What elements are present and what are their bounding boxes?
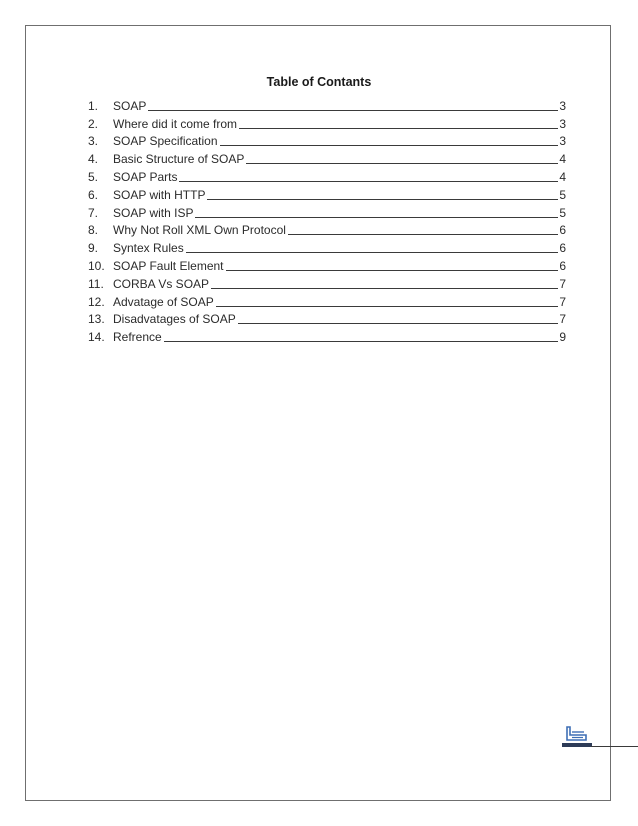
toc-leader-line	[148, 110, 558, 111]
toc-leader-line	[164, 341, 559, 342]
page-number-icon	[564, 724, 590, 744]
toc-entry-number: 7.	[88, 205, 99, 220]
toc-entry[interactable]	[88, 291, 568, 309]
footer-accent-bar	[562, 743, 592, 747]
toc-entry-number: 14.	[88, 330, 105, 345]
toc-entry-label: SOAP Specification	[113, 134, 218, 149]
toc-leader-line	[195, 217, 558, 218]
toc-leader-line	[186, 252, 559, 253]
toc-leader-line	[238, 323, 559, 324]
toc-entry-page: 3	[559, 116, 566, 131]
toc-entry[interactable]	[88, 202, 568, 220]
page-footer	[560, 720, 638, 750]
toc-entry-number: 5.	[88, 169, 99, 184]
toc-leader-line	[216, 306, 559, 307]
toc-entry-number: 10.	[88, 258, 105, 273]
toc-entry-number: 11.	[88, 276, 104, 291]
toc-entry-label: Where did it come from	[113, 116, 238, 131]
toc-entry[interactable]	[88, 326, 568, 344]
toc-entry-number: 6.	[88, 187, 99, 202]
toc-entry-page: 3	[559, 134, 566, 149]
toc-entry-page: 7	[559, 276, 566, 291]
toc-entry-label: Basic Structure of SOAP	[113, 152, 245, 167]
toc-entry-page: 3	[559, 98, 566, 113]
table-of-contents	[88, 95, 568, 344]
toc-entry-number: 3.	[88, 134, 99, 149]
toc-entry[interactable]	[88, 220, 568, 238]
toc-entry-label: Advatage of SOAP	[113, 294, 214, 309]
toc-entry[interactable]	[88, 184, 568, 202]
toc-entry-number: 2.	[88, 116, 99, 131]
toc-entry-number: 1.	[88, 98, 99, 113]
toc-entry-page: 7	[559, 294, 566, 309]
toc-leader-line	[246, 163, 558, 164]
toc-entry[interactable]	[88, 237, 568, 255]
toc-entry-page: 6	[559, 258, 566, 273]
toc-leader-line	[288, 234, 558, 235]
toc-entry[interactable]	[88, 309, 568, 327]
toc-entry-label: SOAP with HTTP	[113, 187, 206, 202]
toc-entry-label: SOAP Parts	[113, 169, 178, 184]
toc-entry[interactable]	[88, 255, 568, 273]
toc-entry[interactable]	[88, 273, 568, 291]
toc-title: Table of Contants	[266, 75, 372, 89]
toc-entry-label: Syntex Rules	[113, 241, 184, 256]
toc-entry-number: 12.	[88, 294, 105, 309]
toc-entry-label: SOAP Fault Element	[113, 258, 224, 273]
toc-entry[interactable]	[88, 131, 568, 149]
toc-entry-label: SOAP	[113, 98, 147, 113]
toc-leader-line	[239, 128, 558, 129]
toc-entry-label: Refrence	[113, 330, 162, 345]
toc-entry[interactable]	[88, 95, 568, 113]
toc-entry-label: SOAP with ISP	[113, 205, 194, 220]
toc-entry-page: 4	[559, 169, 566, 184]
toc-entry-number: 4.	[88, 152, 99, 167]
toc-entry-number: 13.	[88, 312, 105, 327]
toc-entry-page: 9	[559, 330, 566, 345]
toc-entry-number: 9.	[88, 241, 99, 256]
toc-entry-page: 4	[559, 152, 566, 167]
toc-entry-page: 6	[559, 223, 566, 238]
toc-entry-label: Disadvatages of SOAP	[113, 312, 236, 327]
toc-entry[interactable]	[88, 166, 568, 184]
toc-entry-number: 8.	[88, 223, 99, 238]
toc-entry-page: 5	[559, 205, 566, 220]
toc-entry-label: CORBA Vs SOAP	[113, 276, 210, 291]
toc-entry[interactable]	[88, 148, 568, 166]
toc-leader-line	[226, 270, 559, 271]
toc-leader-line	[211, 288, 558, 289]
toc-entry-page: 6	[559, 241, 566, 256]
toc-entry-page: 5	[559, 187, 566, 202]
toc-entry[interactable]	[88, 113, 568, 131]
footer-rule	[591, 746, 638, 747]
toc-leader-line	[207, 199, 558, 200]
toc-entry-label: Why Not Roll XML Own Protocol	[113, 223, 286, 238]
toc-leader-line	[179, 181, 558, 182]
toc-leader-line	[220, 145, 559, 146]
toc-entry-page: 7	[559, 312, 566, 327]
